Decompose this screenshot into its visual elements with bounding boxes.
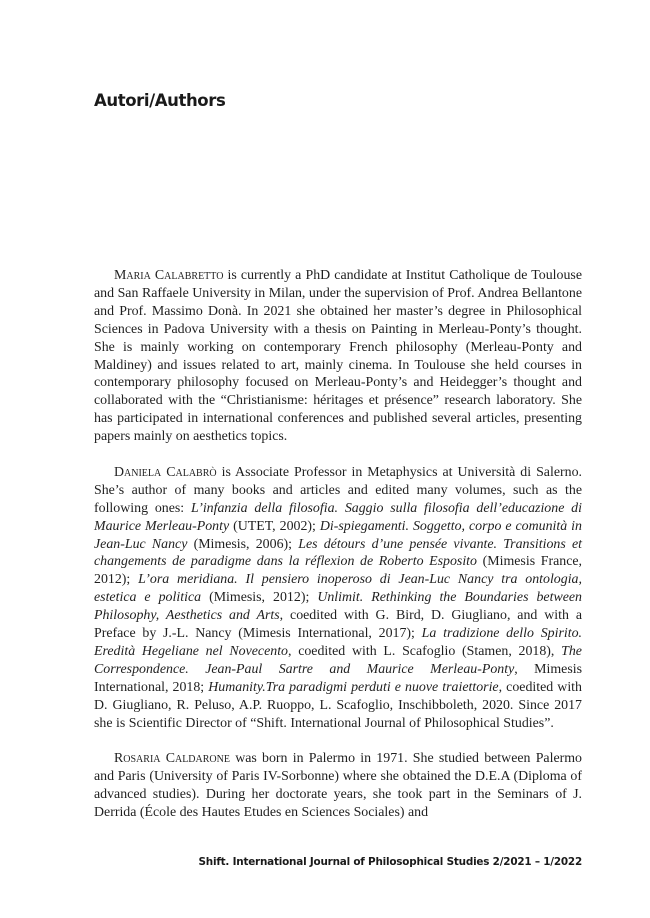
author-bios (94, 267, 582, 840)
running-footer: Shift. International Journal of Philosophical Studies 2/2021 – 1/2022 (198, 856, 582, 868)
publication-title: L’ora meridiana. Il pensiero inoperoso di Jean-Luc Nancy tra ontologia, estetica e politica (94, 572, 582, 606)
author-bio (94, 267, 582, 446)
bio-text: , Mimesis International, 2018; (94, 661, 583, 695)
publication-title: Di-spiegamenti. Soggetto, corpo e comunità in Jean-Luc Nancy (94, 518, 582, 552)
author-bio (94, 464, 582, 733)
section-heading: Autori/Authors (94, 91, 226, 110)
author-name: Maria Calabretto (114, 268, 224, 283)
bio-text: , coedited with L. Scafoglio (Stamen, 2018), (288, 644, 562, 660)
bio-text: is Associate Professor in Metaphysics at Università di Salerno. She’s author of many books and articles and edited many volumes, such as the following ones: (94, 464, 582, 516)
publication-title: Humanity.Tra paradigmi perduti e nuove traiettorie (208, 679, 499, 695)
bio-text: (Mimesis France, 2012); (94, 554, 583, 588)
bio-text: (UTET, 2002); (229, 518, 320, 534)
bio-text: was born in Palermo in 1971. She studied between Palermo and Paris (University of Paris IV-Sorbonne) where she obtained the D.E.A (Diploma of advanced studies). During her doctorate years, she took part in the Seminars of J. Derrida (École des Hautes Etudes en Sciences Sociales) and (94, 751, 582, 821)
publication-title: The Correspondence. Jean-Paul Sartre and Maurice Merleau-Ponty (94, 644, 582, 677)
bio-text: (Mimesis, 2006); (187, 536, 299, 552)
author-name: Daniela Calabrò (114, 464, 217, 480)
author-name: Rosaria Caldarone (114, 751, 230, 767)
publication-title: L’infanzia della filosofia. Saggio sulla filosofia dell’educazione di Maurice Merleau-Ponty (94, 500, 582, 534)
publication-title: Les détours d’une pensée vivante. Transitions et changements de paradigme dans la réflexion de Roberto Esposito (94, 536, 582, 570)
publication-title: Unlimit. Rethinking the Boundaries between Philosophy, Aesthetics and Arts (94, 590, 582, 624)
bio-text: , coedited with D. Giugliano, R. Peluso, A.P. Ruoppo, L. Scafoglio, Inschibboleth, 2020. Since 2017 she is Scientific Director of “Shift. International Journal of Philosophical Studies”. (94, 679, 582, 731)
bio-text: (Mimesis, 2012); (201, 590, 318, 606)
publication-title: La tradizione dello Spirito. Eredità Hegeliane nel Novecento (94, 626, 582, 660)
bio-text: , coedited with G. Bird, D. Giugliano, and with a Preface by J.-L. Nancy (Mimesis International, 2017); (94, 608, 582, 642)
author-bio (94, 750, 582, 822)
bio-text: is currently a PhD candidate at Institut Catholique de Toulouse and San Raffaele University in Milan, under the supervision of Prof. Andrea Bellantone and Prof. Massimo Donà. In 2021 she obtained her master’s degree in Philosophical Sciences in Padova University with a thesis on Painting in Merleau-Ponty’s thought. She is mainly working on contemporary French philosophy (Merleau-Ponty and Maldiney) and issues related to art, mainly cinema. In Toulouse she held courses in contemporary philosophy focused on Merleau-Ponty’s and Heidegger’s thought and collaborated with the “Christianisme: héritages et présence” research laboratory. She has participated in international conferences and published several articles, presenting papers mainly on aesthetics topics. (94, 268, 582, 445)
